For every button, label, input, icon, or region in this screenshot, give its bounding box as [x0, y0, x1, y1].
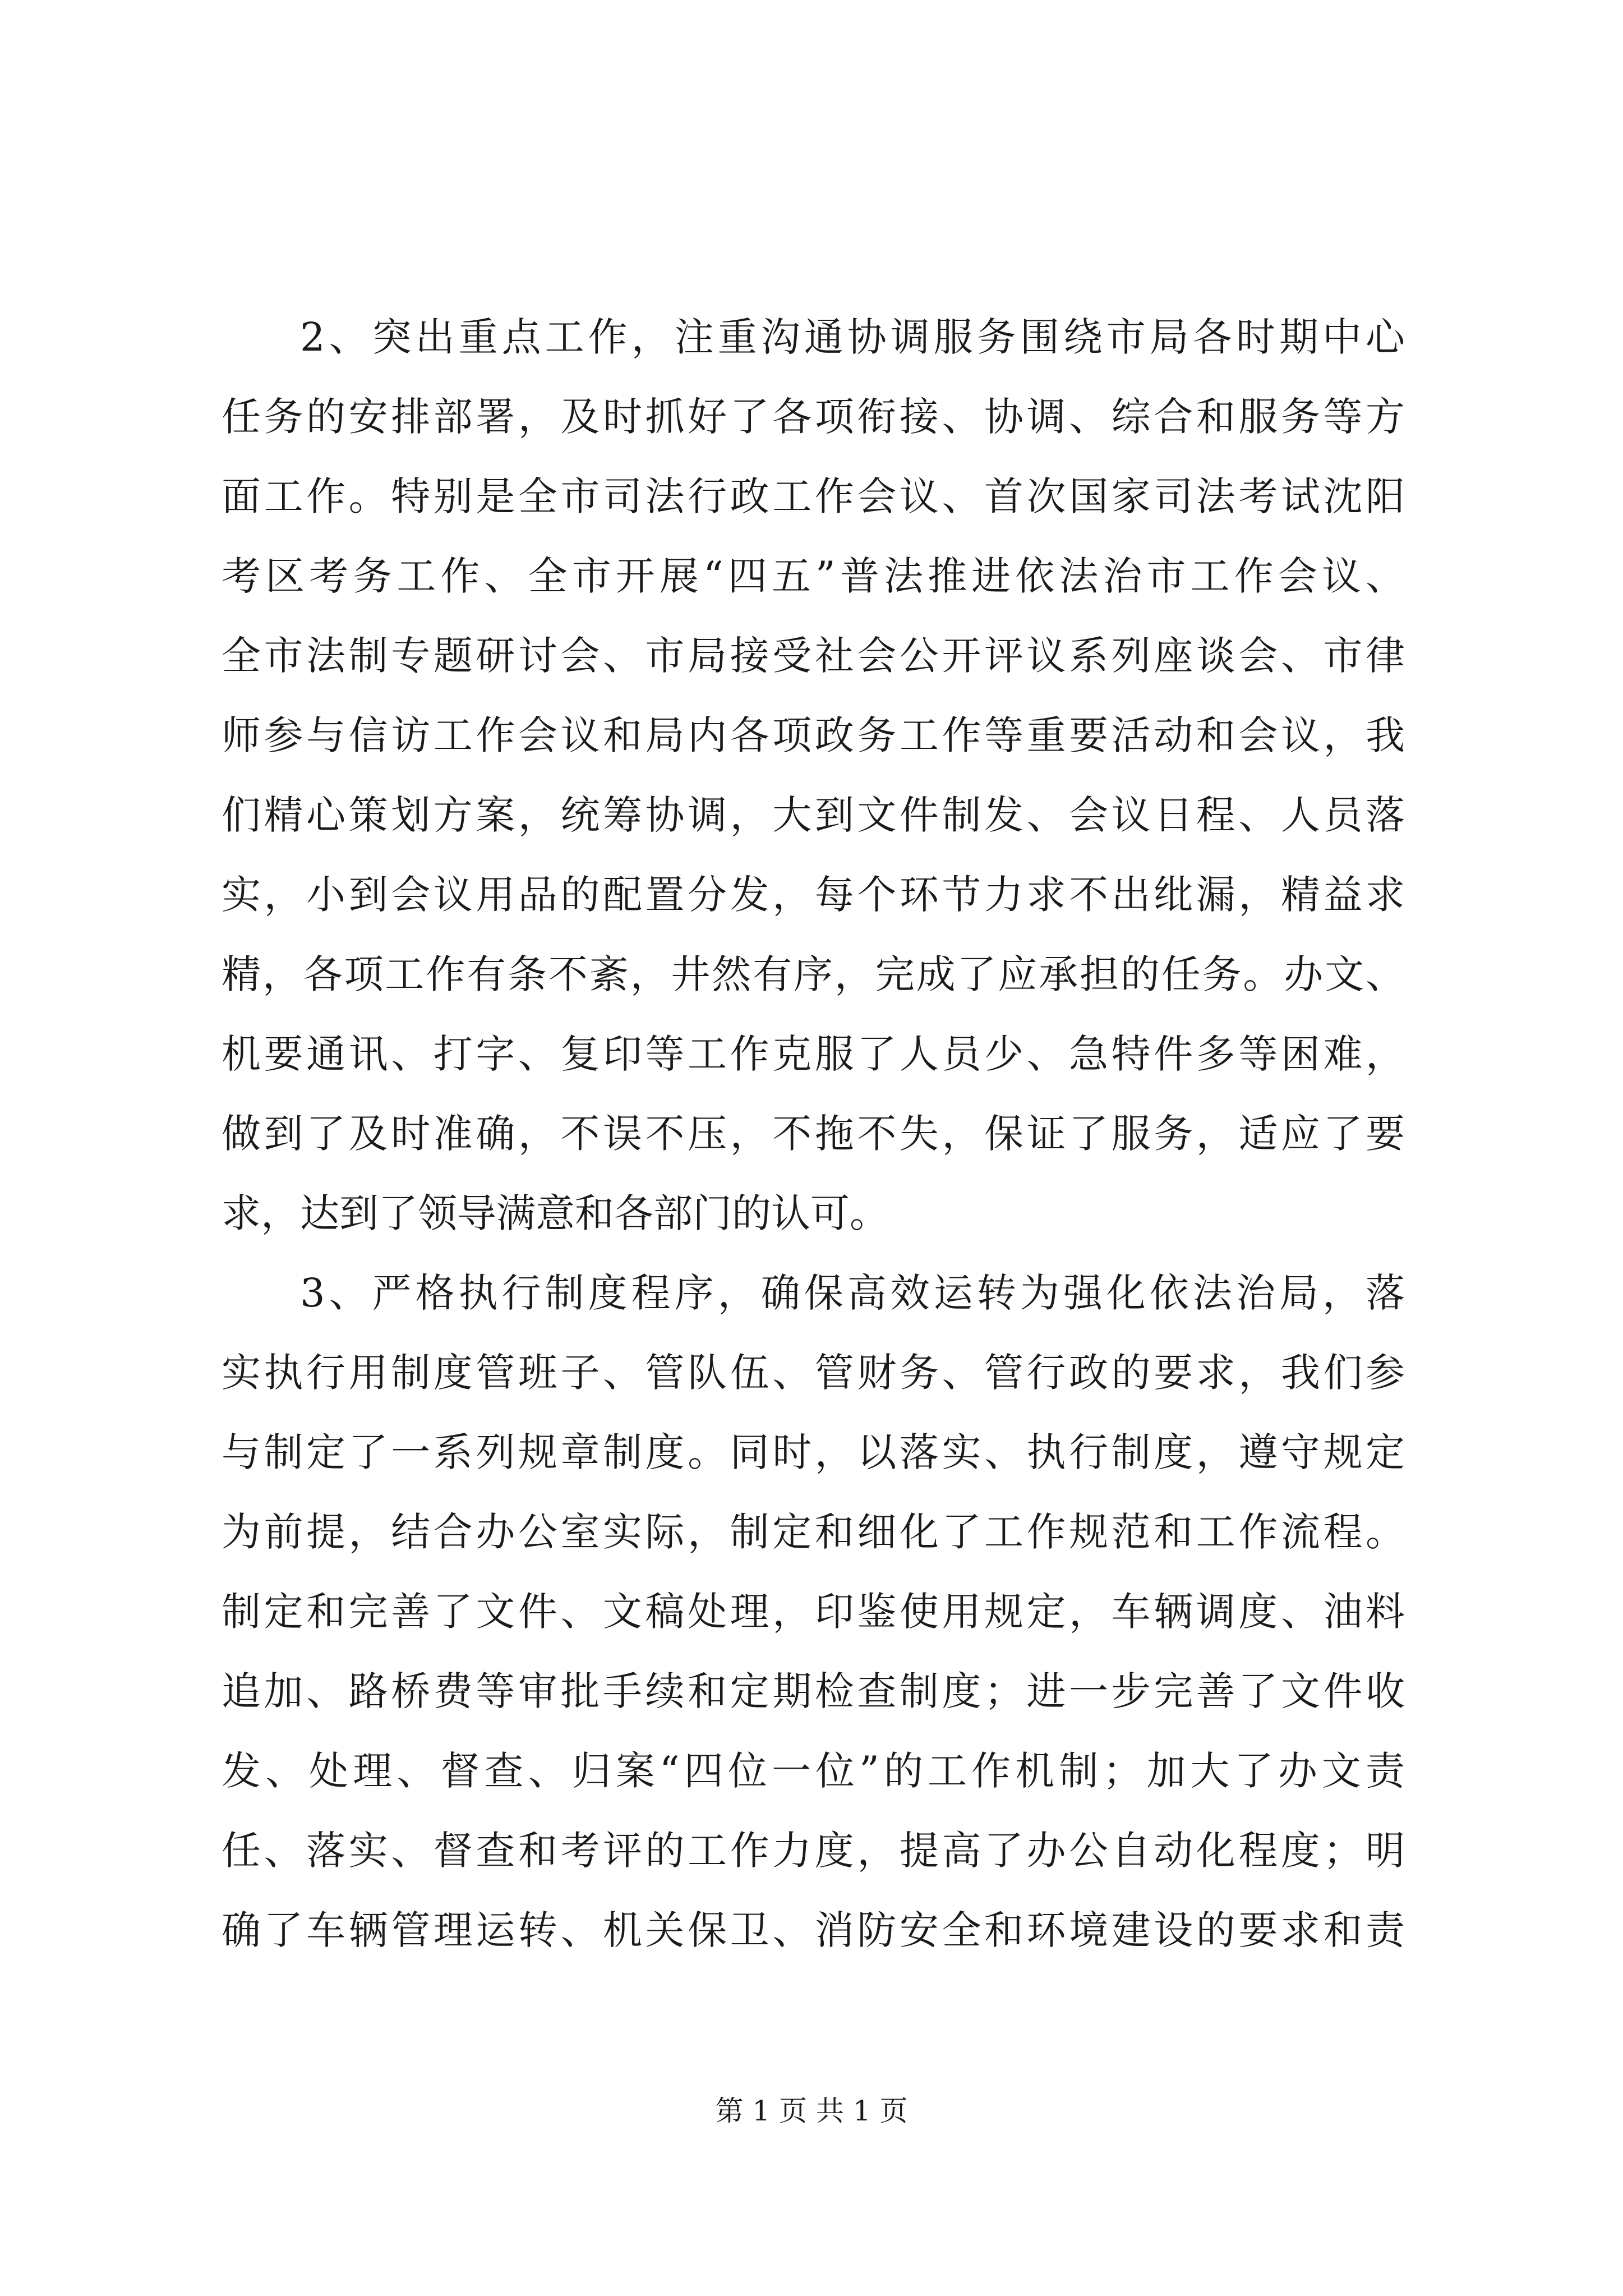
page-footer [0, 2094, 1623, 2128]
text-line: 任、落实、督查和考评的工作力度，提高了办公自动化程度；明 [222, 1828, 1405, 1874]
text-line: 与制定了一系列规章制度。同时，以落实、执行制度，遵守规定 [222, 1429, 1405, 1475]
text-line: 为前提，结合办公室实际，制定和细化了工作规范和工作流程。 [222, 1509, 1405, 1555]
document-body [222, 297, 1405, 1970]
text-line: 精，各项工作有条不紊，井然有序，完成了应承担的任务。办文、 [222, 951, 1405, 997]
text-line: 机要通讯、打字、复印等工作克服了人员少、急特件多等困难， [222, 1031, 1405, 1077]
text-line: 面工作。特别是全市司法行政工作会议、首次国家司法考试沈阳 [222, 473, 1405, 519]
text-line: 发、处理、督查、归案“四位一位”的工作机制；加大了办文责 [222, 1748, 1405, 1794]
text-line: 追加、路桥费等审批手续和定期检查制度；进一步完善了文件收 [222, 1668, 1405, 1714]
paragraph-item-2 [222, 297, 1405, 1253]
text-line: 做到了及时准确，不误不压，不拖不失，保证了服务，适应了要 [222, 1111, 1405, 1157]
text-line: 求，达到了领导满意和各部门的认可。 [222, 1190, 889, 1236]
text-line: 师参与信访工作会议和局内各项政务工作等重要活动和会议，我 [222, 712, 1405, 758]
text-line: 实，小到会议用品的配置分发，每个环节力求不出纰漏，精益求 [222, 872, 1405, 918]
text-line: 实执行用制度管班子、管队伍、管财务、管行政的要求，我们参 [222, 1350, 1405, 1396]
page-number-label: 第 1 页 共 1 页 [715, 2095, 908, 2127]
text-line: 2、突出重点工作，注重沟通协调服务围绕市局各时期中心 [300, 314, 1405, 360]
text-line: 们精心策划方案，统筹协调，大到文件制发、会议日程、人员落 [222, 792, 1405, 838]
text-line: 任务的安排部署，及时抓好了各项衔接、协调、综合和服务等方 [222, 394, 1405, 440]
paragraph-item-3 [222, 1253, 1405, 1970]
text-line: 制定和完善了文件、文稿处理，印鉴使用规定，车辆调度、油料 [222, 1589, 1405, 1635]
text-line: 3、严格执行制度程序，确保高效运转为强化依法治局，落 [300, 1270, 1405, 1316]
text-line: 全市法制专题研讨会、市局接受社会公开评议系列座谈会、市律 [222, 633, 1405, 679]
text-line: 考区考务工作、全市开展“四五”普法推进依法治市工作会议、 [222, 553, 1405, 599]
text-line: 确了车辆管理运转、机关保卫、消防安全和环境建设的要求和责 [222, 1907, 1405, 1953]
